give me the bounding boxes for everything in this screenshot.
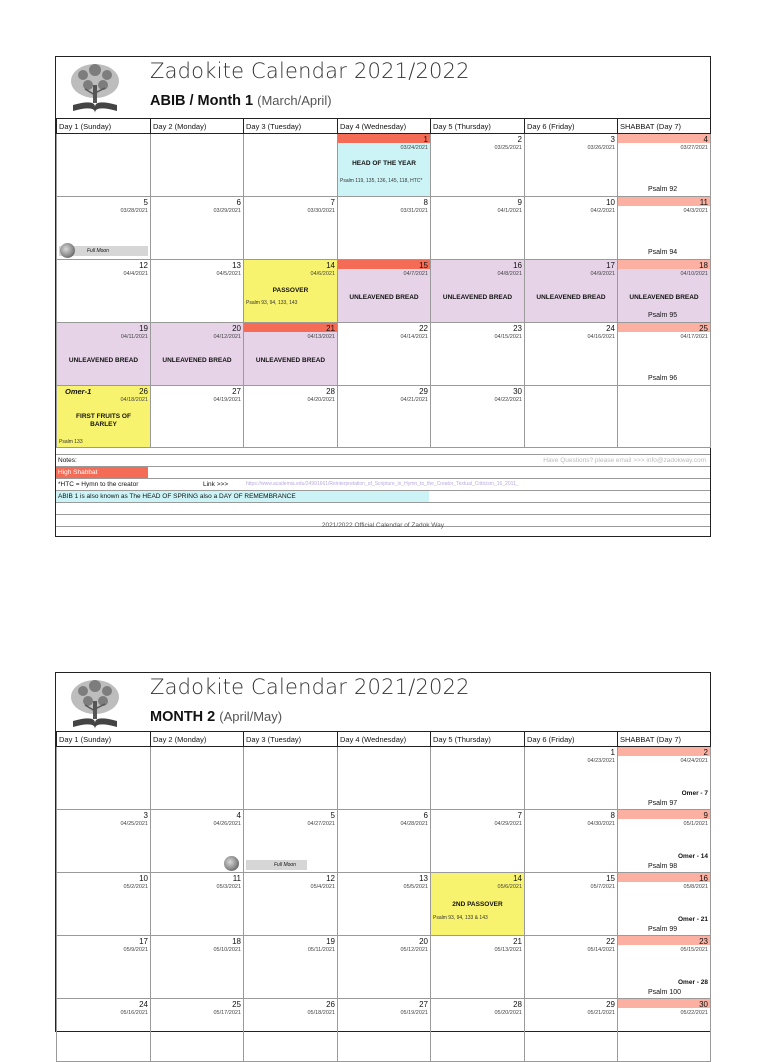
spacer-row bbox=[56, 502, 710, 514]
gregorian-date: 04/11/2021 bbox=[120, 334, 148, 340]
gregorian-date: 04/30/2021 bbox=[587, 821, 615, 827]
week-row bbox=[57, 197, 711, 260]
empty-day-cell bbox=[618, 386, 711, 448]
gregorian-date: 05/4/2021 bbox=[310, 884, 335, 890]
event-label: UNLEAVENED BREAD bbox=[442, 294, 513, 301]
shabbat-marker bbox=[618, 134, 710, 143]
day-cell[interactable] bbox=[431, 386, 525, 448]
gregorian-date: 05/22/2021 bbox=[680, 1010, 708, 1016]
day-number: 15 bbox=[606, 874, 615, 883]
shabbat-marker bbox=[618, 936, 710, 945]
gregorian-date: 05/14/2021 bbox=[587, 947, 615, 953]
day-cell[interactable] bbox=[151, 810, 244, 873]
day-cell[interactable] bbox=[151, 197, 244, 260]
reference-link[interactable]: https://www.academia.edu/24991661/Reinterpretation_of_Scripture_in_Hymn_to_the_Creator_Textual_Criticism_16_2011_ bbox=[246, 481, 519, 487]
day-number: 24 bbox=[139, 1000, 148, 1009]
htc-link-row bbox=[56, 478, 710, 490]
day-number: 15 bbox=[419, 261, 428, 270]
event-label: 2ND PASSOVER bbox=[452, 901, 503, 908]
day-number: 21 bbox=[513, 937, 522, 946]
day-number: 12 bbox=[326, 874, 335, 883]
week-row bbox=[57, 873, 711, 936]
event-label: UNLEAVENED BREAD bbox=[68, 357, 139, 364]
gregorian-date: 04/10/2021 bbox=[680, 271, 708, 277]
gregorian-date: 05/1/2021 bbox=[683, 821, 708, 827]
empty-day-cell bbox=[57, 134, 151, 197]
day-cell[interactable] bbox=[338, 873, 431, 936]
empty-day-cell bbox=[244, 134, 338, 197]
day-cell[interactable] bbox=[525, 873, 618, 936]
link-label: Link >>> bbox=[203, 481, 229, 488]
day-number: 20 bbox=[232, 324, 241, 333]
day-cell[interactable] bbox=[338, 999, 431, 1062]
day-cell[interactable] bbox=[244, 197, 338, 260]
gregorian-date: 04/21/2021 bbox=[400, 397, 428, 403]
day-number: 3 bbox=[610, 135, 615, 144]
gregorian-date: 04/20/2021 bbox=[307, 397, 335, 403]
month-name: ABIB / Month 1 bbox=[150, 93, 254, 109]
gregorian-date: 05/20/2021 bbox=[494, 1010, 522, 1016]
day-number: 9 bbox=[703, 811, 708, 820]
day-cell[interactable] bbox=[525, 936, 618, 999]
shabbat-cell[interactable] bbox=[618, 936, 711, 999]
gregorian-date: 04/6/2021 bbox=[310, 271, 335, 277]
psalm-reading: Psalm 100 bbox=[648, 989, 682, 996]
gregorian-date: 04/24/2021 bbox=[680, 758, 708, 764]
week-row bbox=[57, 386, 711, 448]
day-cell[interactable] bbox=[525, 810, 618, 873]
day-number: 5 bbox=[330, 811, 335, 820]
day-number: 5 bbox=[143, 198, 148, 207]
weekday-header: SHABBAT (Day 7) bbox=[618, 732, 711, 747]
gregorian-date: 04/26/2021 bbox=[213, 821, 241, 827]
day-number: 18 bbox=[232, 937, 241, 946]
day-cell[interactable] bbox=[431, 197, 525, 260]
day-number: 27 bbox=[232, 387, 241, 396]
day-number: 6 bbox=[236, 198, 241, 207]
event-label: FIRST FRUITS OF BARLEY bbox=[76, 413, 131, 428]
day-number: 2 bbox=[517, 135, 522, 144]
week-row bbox=[57, 936, 711, 999]
day-cell[interactable] bbox=[57, 936, 151, 999]
day-number: 19 bbox=[139, 324, 148, 333]
day-number: 4 bbox=[236, 811, 241, 820]
calendar-grid bbox=[56, 118, 711, 448]
day-cell[interactable] bbox=[57, 260, 151, 323]
gregorian-date: 04/29/2021 bbox=[494, 821, 522, 827]
day-cell[interactable] bbox=[338, 197, 431, 260]
calendar-sheet-month-1 bbox=[55, 56, 711, 537]
empty-day-cell bbox=[244, 747, 338, 810]
psalm-reading: Psalm 94 bbox=[648, 249, 678, 256]
psalm-reading: Psalm 97 bbox=[648, 800, 678, 807]
legend-high-shabbat-row bbox=[56, 466, 710, 478]
gregorian-date: 04/5/2021 bbox=[216, 271, 241, 277]
gregorian-date: 05/13/2021 bbox=[494, 947, 522, 953]
empty-day-cell bbox=[525, 386, 618, 448]
gregorian-date: 05/9/2021 bbox=[123, 947, 148, 953]
day-number: 2 bbox=[703, 748, 708, 757]
omer-count: Omer - 14 bbox=[678, 853, 708, 860]
gregorian-date: 04/25/2021 bbox=[120, 821, 148, 827]
day-number: 30 bbox=[699, 1000, 708, 1009]
gregorian-date: 04/8/2021 bbox=[497, 271, 522, 277]
gregorian-date: 04/15/2021 bbox=[494, 334, 522, 340]
psalm-reading: Psalm 133 bbox=[59, 439, 83, 445]
shabbat-marker bbox=[618, 999, 710, 1008]
day-cell[interactable] bbox=[151, 999, 244, 1062]
weekday-header-row bbox=[57, 119, 711, 134]
calendar-sheet-month-2 bbox=[55, 672, 711, 1032]
gregorian-date: 05/19/2021 bbox=[400, 1010, 428, 1016]
full-moon-label: Full Moon bbox=[59, 246, 148, 256]
week-row bbox=[57, 999, 711, 1062]
day-cell[interactable] bbox=[338, 936, 431, 999]
gregorian-date: 05/17/2021 bbox=[213, 1010, 241, 1016]
day-number: 24 bbox=[606, 324, 615, 333]
day-cell[interactable] bbox=[525, 134, 618, 197]
day-number: 22 bbox=[419, 324, 428, 333]
weekday-header: Day 3 (Tuesday) bbox=[244, 119, 338, 134]
day-number: 13 bbox=[232, 261, 241, 270]
event-label: UNLEAVENED BREAD bbox=[162, 357, 232, 364]
contact-email-note[interactable]: Have Questions? please email >>> info@zadokway.com bbox=[543, 457, 706, 464]
week-row bbox=[57, 747, 711, 810]
day-number: 26 bbox=[139, 387, 148, 396]
day-cell[interactable] bbox=[244, 999, 338, 1062]
shabbat-marker bbox=[618, 197, 710, 206]
day-cell[interactable] bbox=[151, 260, 244, 323]
empty-day-cell bbox=[431, 747, 525, 810]
empty-day-cell bbox=[151, 747, 244, 810]
shabbat-cell[interactable] bbox=[618, 747, 711, 810]
gregorian-date: 04/3/2021 bbox=[683, 208, 708, 214]
calendar-grid bbox=[56, 731, 711, 1062]
omer-count: Omer - 28 bbox=[678, 979, 708, 986]
day-cell[interactable] bbox=[244, 323, 338, 386]
high-day-marker bbox=[338, 134, 430, 143]
gregorian-date: 03/29/2021 bbox=[213, 208, 241, 214]
gregorian-date: 04/4/2021 bbox=[123, 271, 148, 277]
day-cell[interactable] bbox=[338, 260, 431, 323]
gregorian-date: 03/27/2021 bbox=[680, 145, 708, 151]
gregorian-date: 05/10/2021 bbox=[213, 947, 241, 953]
gregorian-date: 04/13/2021 bbox=[307, 334, 335, 340]
day-number: 4 bbox=[703, 135, 708, 144]
day-number: 12 bbox=[139, 261, 148, 270]
day-number: 16 bbox=[513, 261, 522, 270]
day-number: 7 bbox=[517, 811, 522, 820]
day-number: 10 bbox=[606, 198, 615, 207]
gregorian-date: 05/8/2021 bbox=[683, 884, 708, 890]
psalm-reading: Psalm 93, 94, 133 & 143 bbox=[433, 915, 488, 921]
weekday-header: Day 5 (Thursday) bbox=[431, 732, 525, 747]
calendar-footer: 2021/2022 Official Calendar of Zadok Way bbox=[321, 522, 445, 529]
month-range: (March/April) bbox=[257, 93, 332, 108]
full-moon-label: Full Moon bbox=[246, 860, 307, 870]
gregorian-date: 05/5/2021 bbox=[403, 884, 428, 890]
gregorian-date: 04/19/2021 bbox=[213, 397, 241, 403]
day-number: 10 bbox=[139, 874, 148, 883]
shabbat-marker bbox=[618, 810, 710, 819]
day-cell[interactable] bbox=[338, 134, 431, 197]
weekday-header: Day 2 (Monday) bbox=[151, 732, 244, 747]
week-row bbox=[57, 323, 711, 386]
day-cell[interactable] bbox=[57, 810, 151, 873]
gregorian-date: 04/28/2021 bbox=[400, 821, 428, 827]
empty-day-cell bbox=[338, 747, 431, 810]
day-number: 9 bbox=[517, 198, 522, 207]
day-cell[interactable] bbox=[525, 999, 618, 1062]
day-number: 23 bbox=[513, 324, 522, 333]
day-cell[interactable] bbox=[431, 936, 525, 999]
day-number: 26 bbox=[326, 1000, 335, 1009]
day-cell[interactable] bbox=[431, 134, 525, 197]
day-cell[interactable] bbox=[525, 323, 618, 386]
day-number: 17 bbox=[606, 261, 615, 270]
day-cell[interactable] bbox=[431, 323, 525, 386]
day-number: 28 bbox=[326, 387, 335, 396]
day-cell[interactable] bbox=[244, 386, 338, 448]
day-number: 8 bbox=[610, 811, 615, 820]
calendar-title: Zadokite Calendar 2021/2022 bbox=[150, 675, 470, 699]
day-number: 8 bbox=[423, 198, 428, 207]
day-number: 21 bbox=[326, 324, 335, 333]
shabbat-cell[interactable] bbox=[618, 999, 711, 1062]
day-cell[interactable] bbox=[151, 936, 244, 999]
high-day-marker bbox=[244, 323, 337, 332]
day-number: 27 bbox=[419, 1000, 428, 1009]
gregorian-date: 03/24/2021 bbox=[400, 145, 428, 151]
event-label: UNLEAVENED BREAD bbox=[349, 294, 419, 301]
psalm-reading: Psalm 99 bbox=[648, 926, 678, 933]
gregorian-date: 03/30/2021 bbox=[307, 208, 335, 214]
psalm-reading: Psalm 96 bbox=[648, 375, 678, 382]
day-cell[interactable] bbox=[244, 873, 338, 936]
day-number: 11 bbox=[699, 198, 708, 207]
day-number: 7 bbox=[330, 198, 335, 207]
day-cell[interactable] bbox=[57, 386, 151, 448]
day-number: 6 bbox=[423, 811, 428, 820]
gregorian-date: 04/16/2021 bbox=[587, 334, 615, 340]
day-number: 1 bbox=[610, 748, 615, 757]
shabbat-marker bbox=[618, 747, 710, 756]
tree-book-icon bbox=[65, 61, 125, 117]
day-cell[interactable] bbox=[431, 810, 525, 873]
day-number: 14 bbox=[326, 261, 335, 270]
shabbat-marker bbox=[618, 323, 710, 332]
gregorian-date: 03/31/2021 bbox=[400, 208, 428, 214]
gregorian-date: 05/18/2021 bbox=[307, 1010, 335, 1016]
day-number: 29 bbox=[419, 387, 428, 396]
gregorian-date: 05/15/2021 bbox=[680, 947, 708, 953]
day-cell[interactable] bbox=[244, 810, 338, 873]
weekday-header: Day 4 (Wednesday) bbox=[338, 119, 431, 134]
day-cell[interactable] bbox=[431, 260, 525, 323]
day-number: 13 bbox=[419, 874, 428, 883]
shabbat-marker bbox=[618, 260, 710, 269]
shabbat-cell[interactable] bbox=[618, 134, 711, 197]
shabbat-cell[interactable] bbox=[618, 873, 711, 936]
day-number: 17 bbox=[139, 937, 148, 946]
psalm-reading: Psalm 119, 135, 136, 145, 118, HTC* bbox=[340, 178, 423, 184]
gregorian-date: 03/25/2021 bbox=[494, 145, 522, 151]
day-number: 11 bbox=[232, 874, 241, 883]
gregorian-date: 05/12/2021 bbox=[400, 947, 428, 953]
day-number: 28 bbox=[513, 1000, 522, 1009]
gregorian-date: 04/17/2021 bbox=[680, 334, 708, 340]
psalm-reading: Psalm 95 bbox=[648, 312, 678, 319]
weekday-header: Day 6 (Friday) bbox=[525, 119, 618, 134]
htc-note: *HTC = Hymn to the creator bbox=[58, 481, 139, 488]
gregorian-date: 04/27/2021 bbox=[307, 821, 335, 827]
event-label: HEAD OF THE YEAR bbox=[352, 160, 416, 167]
event-label: UNLEAVENED BREAD bbox=[255, 357, 326, 364]
notes-header-row bbox=[56, 454, 710, 466]
day-number: 16 bbox=[699, 874, 708, 883]
shabbat-cell[interactable] bbox=[618, 323, 711, 386]
month-subtitle bbox=[150, 709, 282, 725]
day-number: 25 bbox=[232, 1000, 241, 1009]
abib-note-row bbox=[56, 490, 710, 502]
gregorian-date: 04/12/2021 bbox=[213, 334, 241, 340]
day-number: 30 bbox=[513, 387, 522, 396]
weekday-header: Day 5 (Thursday) bbox=[431, 119, 525, 134]
day-number: 1 bbox=[423, 135, 428, 144]
gregorian-date: 04/18/2021 bbox=[120, 397, 148, 403]
week-row bbox=[57, 134, 711, 197]
weekday-header: Day 6 (Friday) bbox=[525, 732, 618, 747]
day-number: 14 bbox=[513, 874, 522, 883]
day-cell[interactable] bbox=[151, 386, 244, 448]
weekday-header-row bbox=[57, 732, 711, 747]
day-number: 3 bbox=[143, 811, 148, 820]
gregorian-date: 05/2/2021 bbox=[123, 884, 148, 890]
gregorian-date: 05/6/2021 bbox=[497, 884, 522, 890]
shabbat-cell[interactable] bbox=[618, 810, 711, 873]
weekday-header: Day 2 (Monday) bbox=[151, 119, 244, 134]
day-cell[interactable] bbox=[57, 197, 151, 260]
event-label: UNLEAVENED BREAD bbox=[629, 294, 699, 301]
month-name: MONTH 2 bbox=[150, 709, 216, 725]
gregorian-date: 05/21/2021 bbox=[587, 1010, 615, 1016]
day-cell[interactable] bbox=[244, 936, 338, 999]
day-cell[interactable] bbox=[525, 197, 618, 260]
full-moon-icon bbox=[224, 856, 239, 871]
gregorian-date: 04/23/2021 bbox=[587, 758, 615, 764]
gregorian-date: 05/16/2021 bbox=[120, 1010, 148, 1016]
gregorian-date: 03/26/2021 bbox=[587, 145, 615, 151]
omer-count: Omer - 7 bbox=[681, 790, 708, 797]
weekday-header: Day 1 (Sunday) bbox=[57, 119, 151, 134]
gregorian-date: 03/28/2021 bbox=[120, 208, 148, 214]
tree-book-icon bbox=[65, 677, 125, 733]
day-cell[interactable] bbox=[431, 999, 525, 1062]
gregorian-date: 04/1/2021 bbox=[497, 208, 522, 214]
week-row bbox=[57, 260, 711, 323]
day-cell[interactable] bbox=[338, 810, 431, 873]
weekday-header: Day 1 (Sunday) bbox=[57, 732, 151, 747]
gregorian-date: 05/7/2021 bbox=[590, 884, 615, 890]
omer-count: Omer-1 bbox=[65, 387, 92, 396]
day-cell[interactable] bbox=[151, 323, 244, 386]
shabbat-cell[interactable] bbox=[618, 197, 711, 260]
day-cell[interactable] bbox=[244, 260, 338, 323]
month-subtitle bbox=[150, 93, 332, 109]
shabbat-cell[interactable] bbox=[618, 260, 711, 323]
day-cell[interactable] bbox=[525, 260, 618, 323]
month-range: (April/May) bbox=[219, 709, 283, 724]
event-label: UNLEAVENED BREAD bbox=[536, 294, 606, 301]
psalm-reading: Psalm 92 bbox=[648, 186, 678, 193]
gregorian-date: 04/9/2021 bbox=[590, 271, 615, 277]
full-moon-icon bbox=[60, 243, 75, 258]
psalm-reading: Psalm 93, 94, 133, 143 bbox=[246, 300, 298, 306]
day-cell[interactable] bbox=[57, 873, 151, 936]
day-cell[interactable] bbox=[525, 747, 618, 810]
day-number: 19 bbox=[326, 937, 335, 946]
gregorian-date: 04/7/2021 bbox=[403, 271, 428, 277]
notes-section bbox=[56, 454, 710, 527]
day-cell[interactable] bbox=[57, 323, 151, 386]
gregorian-date: 04/14/2021 bbox=[400, 334, 428, 340]
day-number: 20 bbox=[419, 937, 428, 946]
omer-count: Omer - 21 bbox=[678, 916, 708, 923]
weekday-header: Day 3 (Tuesday) bbox=[244, 732, 338, 747]
day-cell[interactable] bbox=[151, 873, 244, 936]
calendar-title: Zadokite Calendar 2021/2022 bbox=[150, 59, 470, 83]
day-number: 18 bbox=[699, 261, 708, 270]
empty-day-cell bbox=[57, 747, 151, 810]
day-number: 29 bbox=[606, 1000, 615, 1009]
day-number: 23 bbox=[699, 937, 708, 946]
day-cell[interactable] bbox=[338, 386, 431, 448]
gregorian-date: 04/22/2021 bbox=[494, 397, 522, 403]
week-row bbox=[57, 810, 711, 873]
day-cell[interactable] bbox=[57, 999, 151, 1062]
day-number: 25 bbox=[699, 324, 708, 333]
day-cell[interactable] bbox=[338, 323, 431, 386]
gregorian-date: 05/11/2021 bbox=[307, 947, 335, 953]
abib-note: ABIB 1 is also known as The HEAD OF SPRING also a DAY OF REMEMBRANCE bbox=[56, 491, 429, 502]
high-day-marker bbox=[338, 260, 430, 269]
event-label: PASSOVER bbox=[272, 287, 309, 294]
empty-day-cell bbox=[151, 134, 244, 197]
weekday-header: SHABBAT (Day 7) bbox=[618, 119, 711, 134]
high-shabbat-legend: High Shabbat bbox=[56, 467, 148, 478]
shabbat-marker bbox=[618, 873, 710, 882]
day-cell[interactable] bbox=[431, 873, 525, 936]
gregorian-date: 05/3/2021 bbox=[216, 884, 241, 890]
psalm-reading: Psalm 98 bbox=[648, 863, 678, 870]
weekday-header: Day 4 (Wednesday) bbox=[338, 732, 431, 747]
day-number: 22 bbox=[606, 937, 615, 946]
gregorian-date: 04/2/2021 bbox=[590, 208, 615, 214]
notes-label: Notes: bbox=[58, 457, 77, 464]
